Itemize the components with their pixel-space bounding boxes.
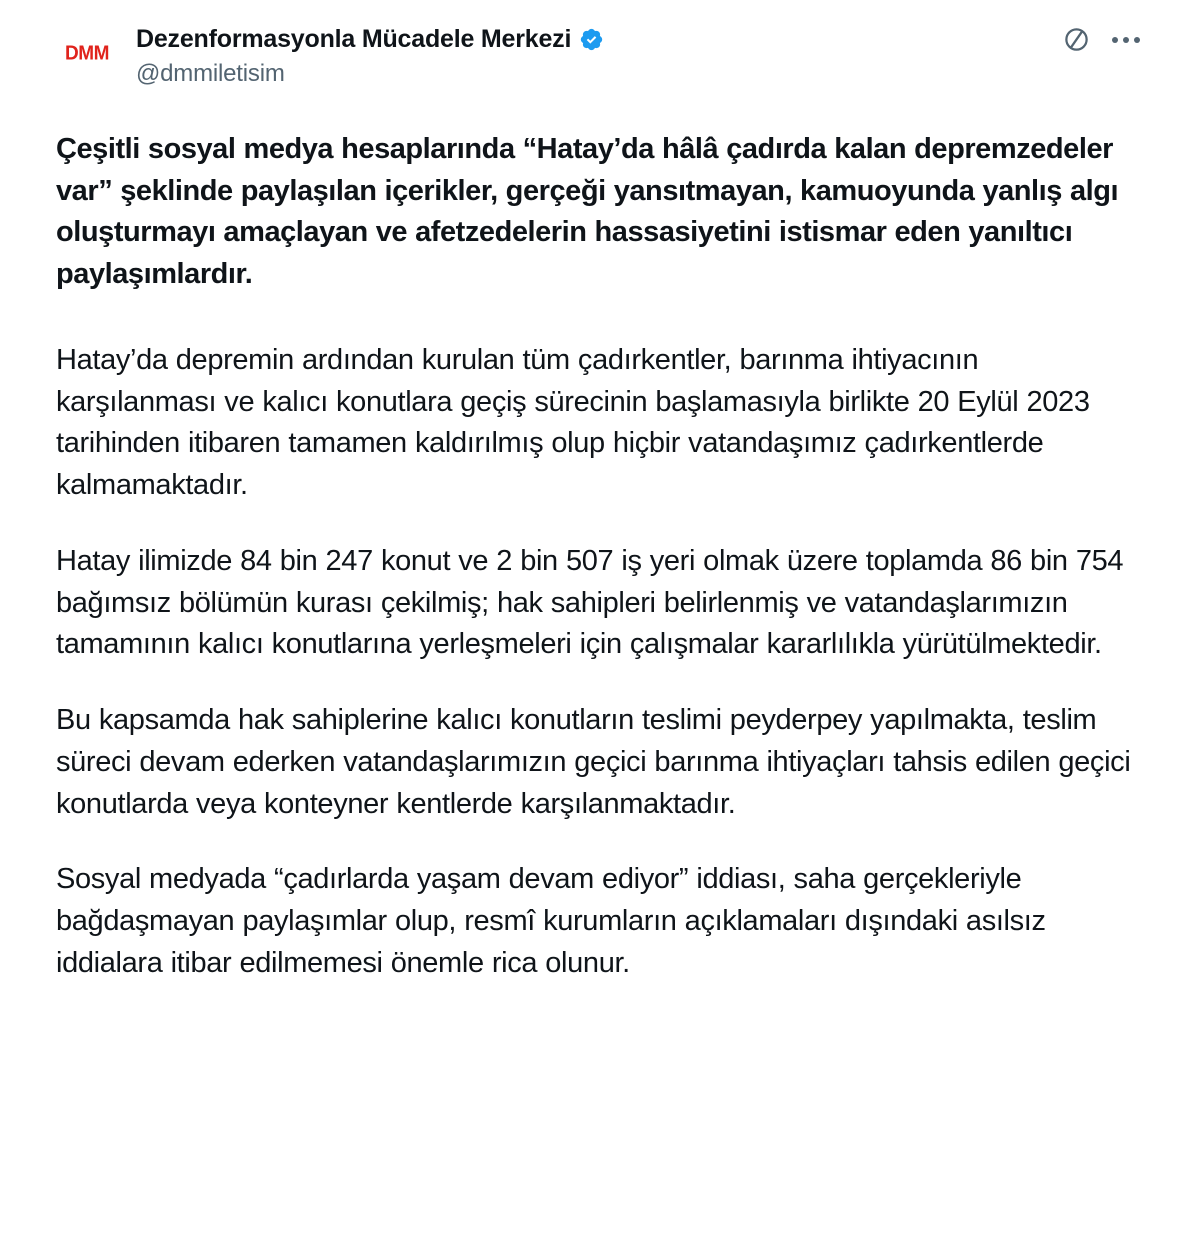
dot (1134, 37, 1140, 43)
verified-badge-icon (579, 27, 604, 52)
avatar[interactable] (56, 22, 118, 84)
dot (1123, 37, 1129, 43)
tweet-text (56, 129, 1140, 985)
tweet-paragraph: Hatay’da depremin ardından kurulan tüm çadırkentler, barınma ihtiyacının karşılanması ve kalıcı konutlara geçiş sürecinin başlamasıyla birlikte 20 Eylül 2023 tarihinden itibaren tamamen kaldırılmış olup hiçbir vatandaşımız çadırkentlerde kalmamaktadır. (56, 343, 1090, 502)
account-handle[interactable]: @dmmiletisim (136, 60, 285, 87)
dmm-logo-icon: DMM (65, 41, 109, 65)
account-identity (136, 22, 604, 89)
header-actions (1063, 26, 1140, 53)
tweet-paragraph: Sosyal medyada “çadırlarda yaşam devam ediyor” iddiası, saha gerçekleriyle bağdaşmayan paylaşımlar olup, resmî kurumların açıklamaları dışındaki asılsız iddialara itibar edilmemesi önemle rica olunur. (56, 863, 1046, 979)
display-name[interactable]: Dezenformasyonla Mücadele Merkezi (136, 25, 572, 53)
grok-slash-circle-icon[interactable] (1063, 26, 1090, 53)
tweet-header (56, 22, 1140, 89)
tweet-paragraph: Hatay ilimizde 84 bin 247 konut ve 2 bin 507 iş yeri olmak üzere toplamda 86 bin 754 bağımsız bölümün kurası çekilmiş; hak sahipleri belirlenmiş ve vatandaşlarımızın tamamının kalıcı konutlarına yerleşmeleri için çalışmalar kararlılıkla yürütülmektedir. (56, 544, 1124, 661)
dot (1112, 37, 1118, 43)
account-name-row (136, 24, 604, 54)
tweet-paragraph-lead: Çeşitli sosyal medya hesaplarında “Hatay’da hâlâ çadırda kalan depremzedeler var” şeklinde paylaşılan içerikler, gerçeği yansıtmayan, kamuoyunda yanlış algı oluşturmayı amaçlayan ve afetzedelerin hassasiyetini istismar eden yanıltıcı paylaşımlardır. (56, 132, 1119, 291)
more-options-icon[interactable] (1112, 37, 1140, 43)
tweet-paragraph: Bu kapsamda hak sahiplerine kalıcı konutların teslimi peyderpey yapılmakta, teslim süreci devam ederken vatandaşlarımızın geçici barınma ihtiyaçları tahsis edilen geçici konutlarda veya konteyner kentlerde karşılanmaktadır. (56, 704, 1131, 820)
